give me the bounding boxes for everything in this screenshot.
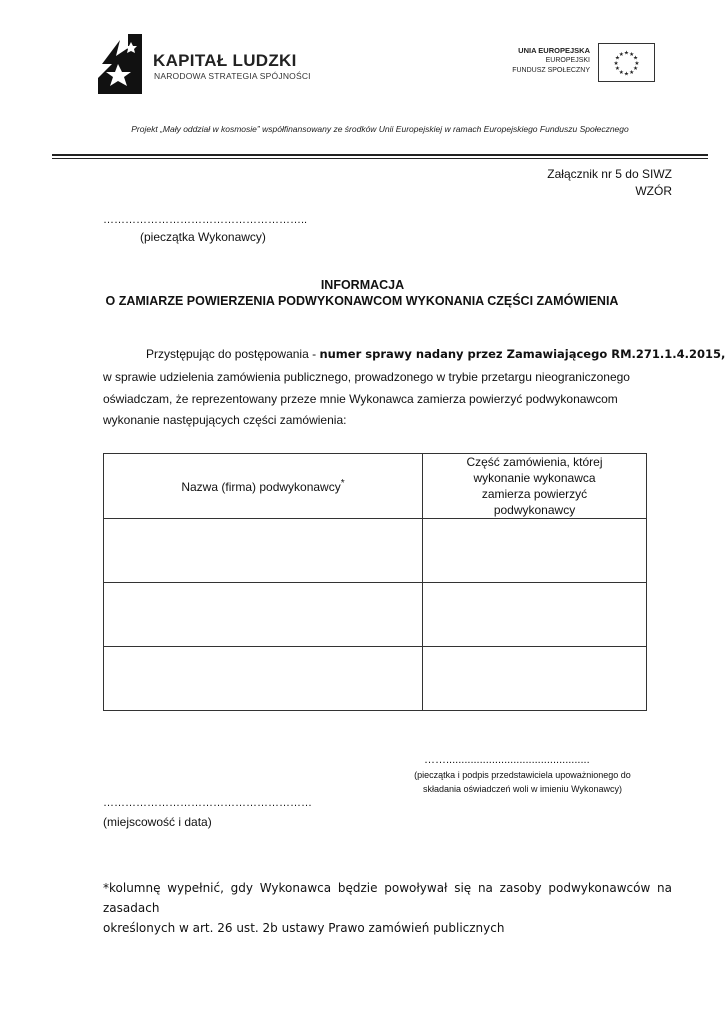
annex-label — [420, 166, 672, 200]
header-divider-thin — [52, 158, 708, 159]
svg-text:★: ★ — [613, 60, 619, 67]
table-row — [104, 519, 647, 583]
body-line1 — [146, 347, 725, 361]
logo-subtitle: NARODOWA STRATEGIA SPÓJNOŚCI — [154, 71, 311, 81]
table-cell-name[interactable] — [104, 647, 423, 711]
place-date-field: ………………………………………………… — [103, 797, 312, 809]
body-line2: w sprawie udzielenia zamówienia publicznego, prowadzonego w trybie przetargu nieograniczonego — [103, 370, 630, 384]
signature-field: ……............................................... — [424, 754, 590, 766]
svg-text:★: ★ — [614, 66, 621, 73]
table-row — [104, 647, 647, 711]
svg-text:★: ★ — [632, 55, 639, 62]
header-divider — [52, 154, 708, 156]
table-cell-name[interactable] — [104, 583, 423, 647]
place-date-label: (miejscowość i data) — [103, 815, 212, 829]
eu-line3: FUNDUSZ SPOŁECZNY — [512, 67, 590, 74]
eu-line1: UNIA EUROPEJSKA — [518, 46, 590, 55]
svg-text:★: ★ — [614, 55, 621, 62]
table-cell-part[interactable] — [423, 647, 647, 711]
svg-text:★: ★ — [629, 69, 635, 76]
svg-text:★: ★ — [634, 60, 640, 67]
annex-line2: WZÓR — [635, 184, 672, 198]
body-line3: oświadczam, że reprezentowany przeze mnie Wykonawca zamierza powierzyć podwykonawcom — [103, 392, 618, 406]
eu-line2: EUROPEJSKI — [545, 57, 590, 64]
document-title: INFORMACJA — [320, 278, 405, 292]
footnote-line1: *kolumnę wypełnić, gdy Wykonawca będzie powoływał się na zasoby podwykonawców na zasadach — [103, 881, 672, 915]
table-header-row — [104, 454, 647, 519]
footnote — [103, 878, 672, 938]
table-cell-part[interactable] — [423, 519, 647, 583]
table-cell-part[interactable] — [423, 583, 647, 647]
column-header-part: Część zamówienia, której wykonanie wykonawca zamierza powierzyć podwykonawcy — [423, 454, 647, 519]
project-note: Projekt „Mały oddział w kosmosie” współfinansowany ze środków Unii Europejskiej w ramach Europejskiego Funduszu Społecznego — [131, 124, 629, 134]
eu-flag-icon — [598, 43, 655, 82]
kapital-ludzki-logo-icon — [98, 34, 142, 94]
contractor-stamp-field: ……………………………………………….. — [103, 214, 308, 226]
footnote-line2: określonych w art. 26 ust. 2b ustawy Prawo zamówień publicznych — [103, 921, 505, 935]
body-line4: wykonanie następujących części zamówienia: — [103, 413, 347, 427]
footnote-marker: * — [340, 478, 345, 489]
subcontractor-table — [103, 453, 647, 711]
svg-text:★: ★ — [629, 51, 635, 58]
column-header-name: Nazwa (firma) podwykonawcy* — [104, 454, 423, 519]
svg-text:★: ★ — [623, 71, 630, 78]
table-cell-name[interactable] — [104, 519, 423, 583]
signature-label: (pieczątka i podpis przedstawiciela upoważnionego do składania oświadczeń woli w imieniu Wykonawcy) — [414, 770, 631, 794]
svg-text:★: ★ — [618, 51, 624, 58]
logo-title: KAPITAŁ LUDZKI — [153, 51, 297, 70]
svg-text:★: ★ — [623, 50, 630, 57]
document-subtitle: O ZAMIARZE POWIERZENIA PODWYKONAWCOM WYKONANIA CZĘŚCI ZAMÓWIENIA — [105, 294, 619, 308]
contractor-stamp-label: (pieczątka Wykonawcy) — [140, 230, 266, 244]
eu-logo-text — [488, 46, 590, 76]
svg-text:★: ★ — [618, 69, 624, 76]
annex-line1: Załącznik nr 5 do SIWZ — [547, 167, 672, 181]
table-row — [104, 583, 647, 647]
body-lead: Przystępując do postępowania - — [146, 347, 320, 361]
case-number: numer sprawy nadany przez Zamawiającego RM.271.1.4.2015, — [319, 347, 725, 361]
svg-text:★: ★ — [632, 66, 639, 73]
